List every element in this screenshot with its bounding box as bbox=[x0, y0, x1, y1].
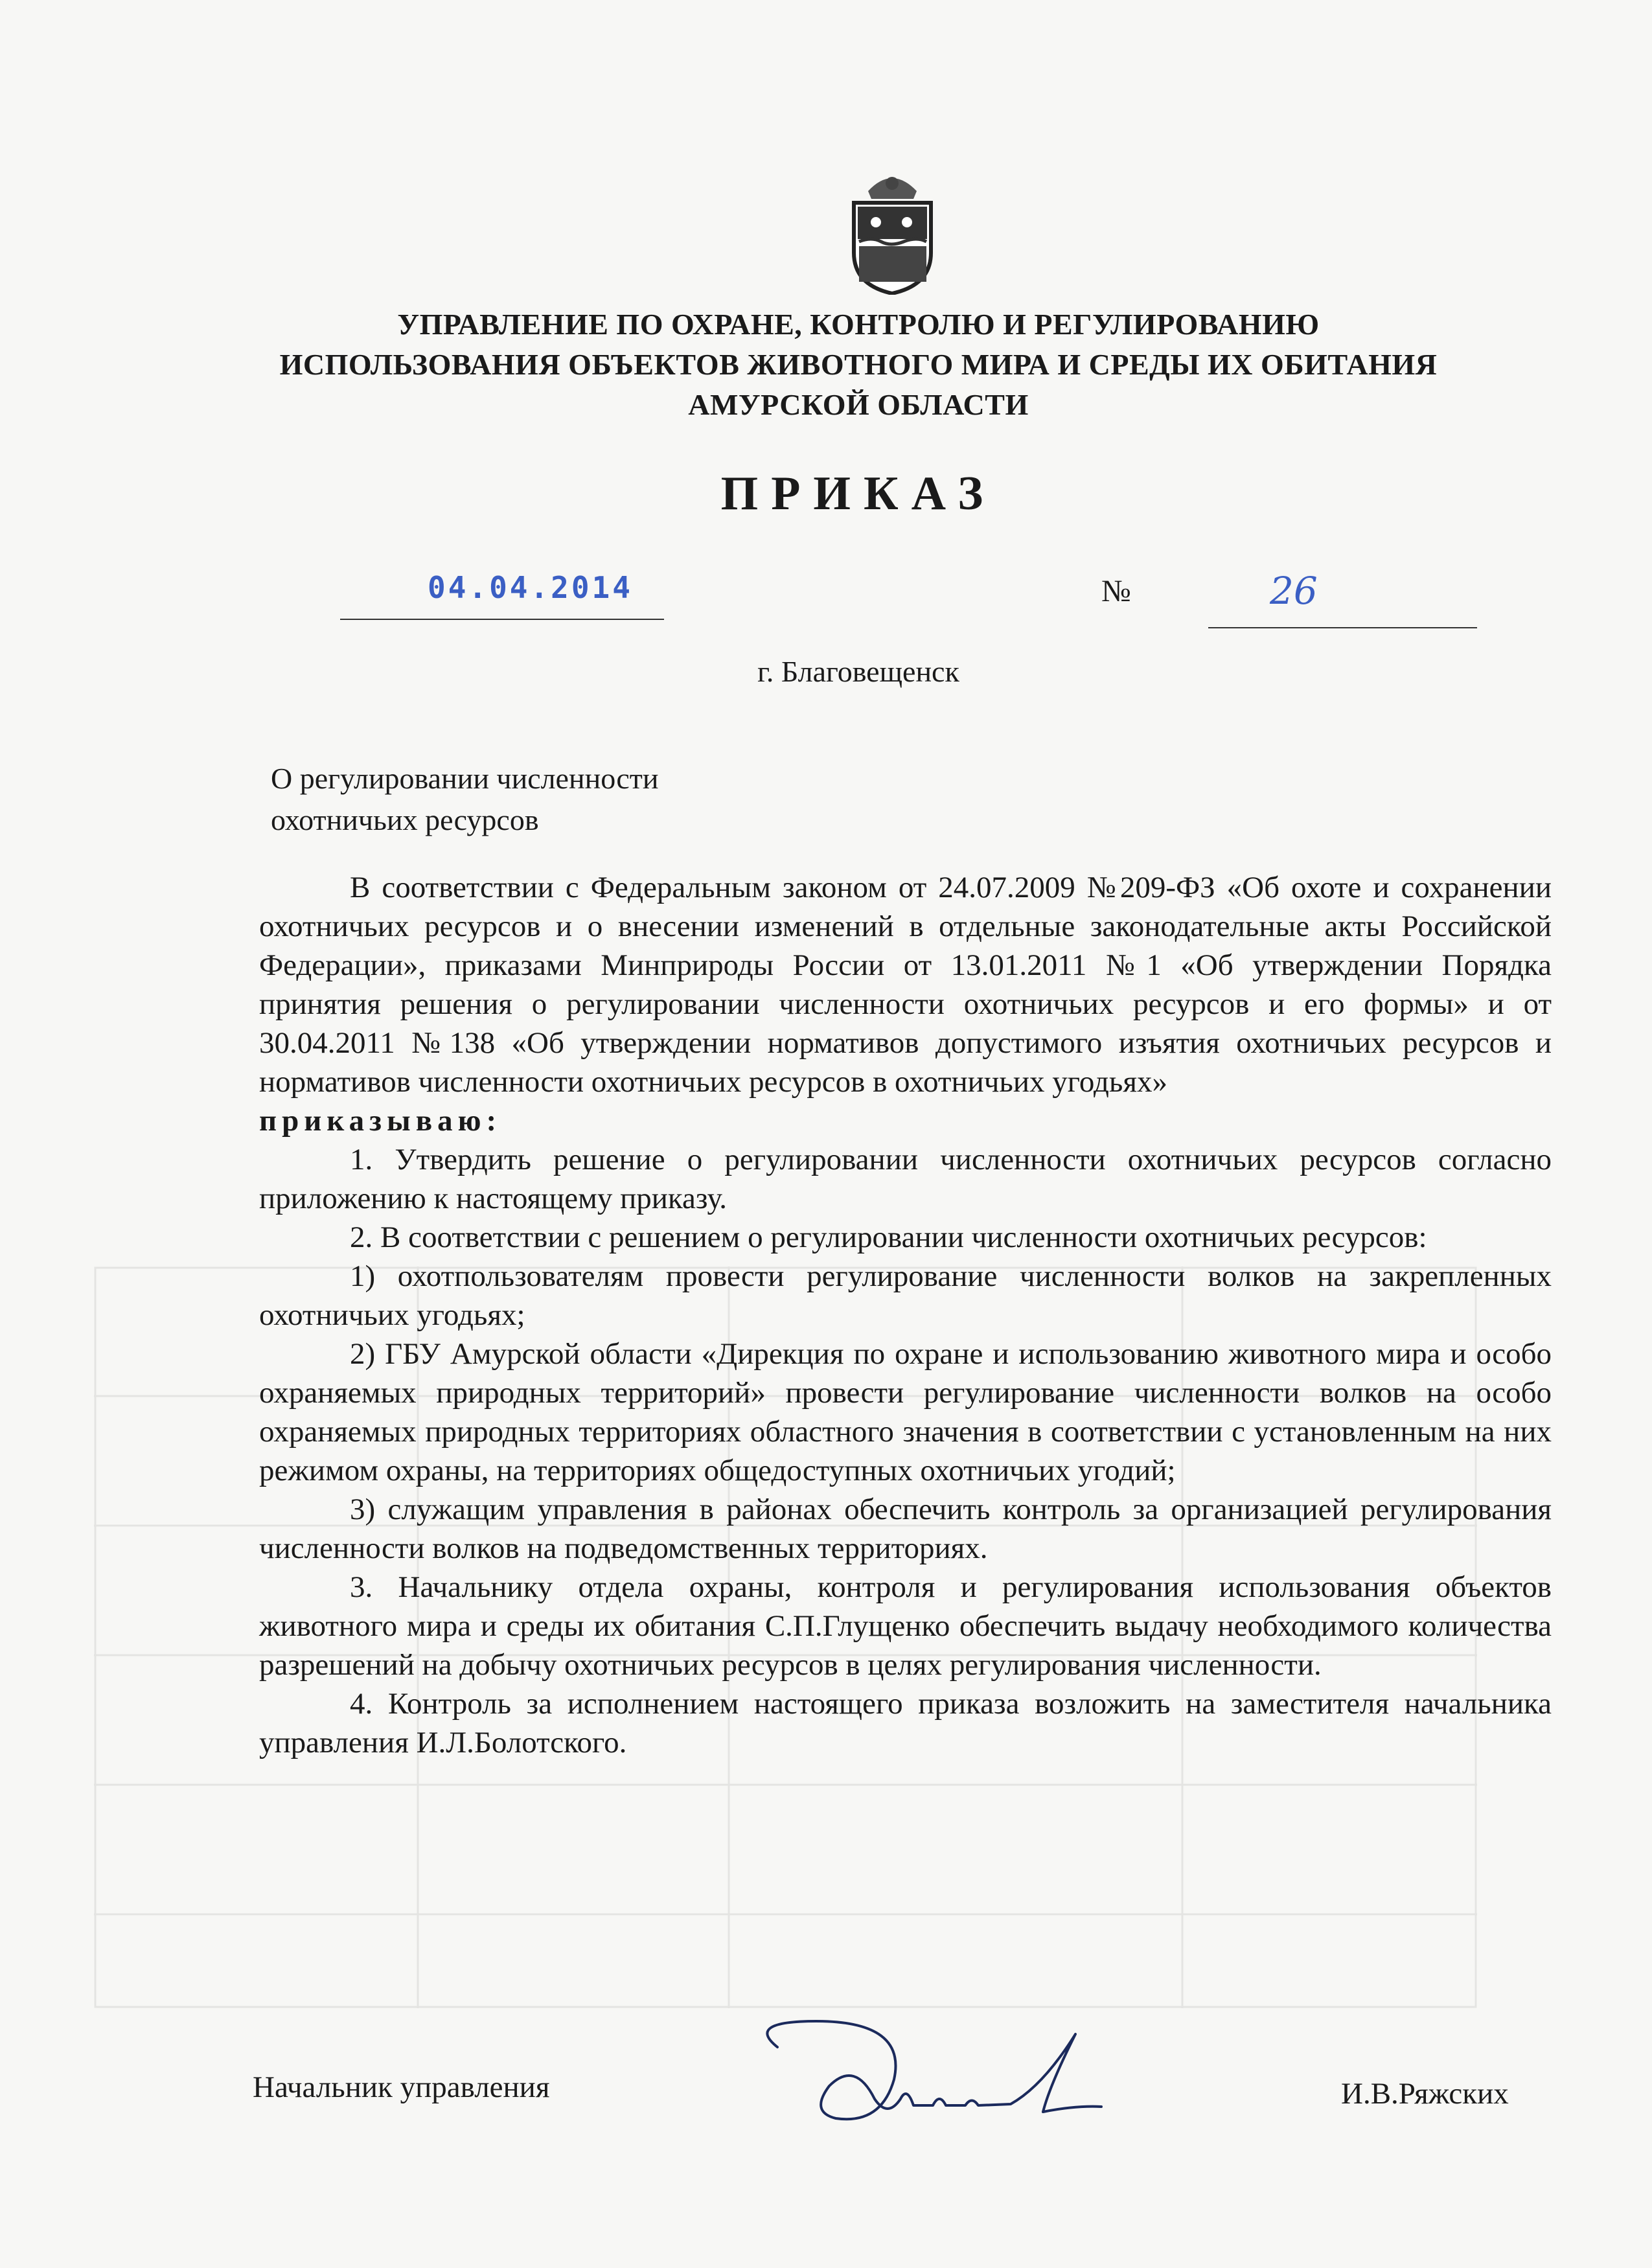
item-3: 3. Начальнику отдела охраны, контроля и регулирования использования объектов животного мира и среды их обитания С.П.Глущенко обеспечить выдачу необходимого количества разрешений на добычу охотничьих ресурсов в целях регулирования численности. bbox=[259, 1570, 1552, 1682]
signatory-name: И.В.Ряжских bbox=[1341, 2077, 1509, 2111]
header-line-3: АМУРСКОЙ ОБЛАСТИ bbox=[688, 388, 1029, 421]
item-4: 4. Контроль за исполнением настоящего приказа возложить на заместителя начальника управления И.Л.Болотского. bbox=[259, 1687, 1552, 1759]
signatory-position: Начальник управления bbox=[253, 2070, 550, 2104]
number-underline bbox=[1208, 627, 1477, 628]
order-subject bbox=[271, 758, 659, 841]
order-date-stamp: 04.04.2014 bbox=[428, 570, 633, 605]
item-2-2: 2) ГБУ Амурской области «Дирекция по охране и использованию животного мира и особо охраняемых природных территорий» провести регулирование численности волков на особо охраняемых природных территориях областного значения в соответствии с установленным на них режимом охраны, на территориях общедоступных охотничьих угодий; bbox=[259, 1337, 1552, 1487]
item-1: 1. Утвердить решение о регулировании численности охотничьих ресурсов согласно приложению к настоящему приказу. bbox=[259, 1143, 1552, 1215]
subject-line-2: охотничьих ресурсов bbox=[271, 803, 539, 836]
order-word: приказываю: bbox=[259, 1104, 502, 1138]
header-line-1: УПРАВЛЕНИЕ ПО ОХРАНЕ, КОНТРОЛЮ И РЕГУЛИРОВАНИЮ bbox=[397, 308, 1320, 341]
document-title: ПРИКАЗ bbox=[720, 467, 996, 520]
order-body bbox=[259, 868, 1552, 1762]
header-line-2: ИСПОЛЬЗОВАНИЯ ОБЪЕКТОВ ЖИВОТНОГО МИРА И СРЕДЫ ИХ ОБИТАНИЯ bbox=[279, 348, 1438, 381]
number-label: № bbox=[1101, 574, 1131, 608]
item-2-1: 1) охотпользователям провести регулирование численности волков на закрепленных охотничьих угодьях; bbox=[259, 1259, 1552, 1332]
preamble-paragraph: В соответствии с Федеральным законом от 24.07.2009 №209-ФЗ «Об охоте и сохранении охотничьих ресурсов и о внесении изменений в отдельные законодательные акты Российской Федерации», приказами Минприроды России от 13.01.2011 №1 «Об утверждении Порядка принятия решения о регулировании численности охотничьих ресурсов и его формы» и от 30.04.2011 №138 «Об утверждении нормативов допустимого изъятия охотничьих ресурсов и нормативов численности охотничьих ресурсов в охотничьих угодьях» bbox=[259, 871, 1552, 1099]
date-underline bbox=[340, 619, 664, 620]
subject-line-1: О регулировании численности bbox=[271, 762, 659, 795]
item-2-3: 3) служащим управления в районах обеспечить контроль за организацией регулирования численности волков на подведомственных территориях. bbox=[259, 1493, 1552, 1565]
order-number: 26 bbox=[1270, 569, 1318, 613]
amur-oblast-coat-of-arms-icon bbox=[842, 165, 943, 295]
organization-header bbox=[194, 304, 1522, 425]
handwritten-signature bbox=[739, 2008, 1127, 2138]
city: г. Благовещенск bbox=[757, 655, 959, 688]
item-2: 2. В соответствии с решением о регулировании численности охотничьих ресурсов: bbox=[350, 1220, 1427, 1254]
